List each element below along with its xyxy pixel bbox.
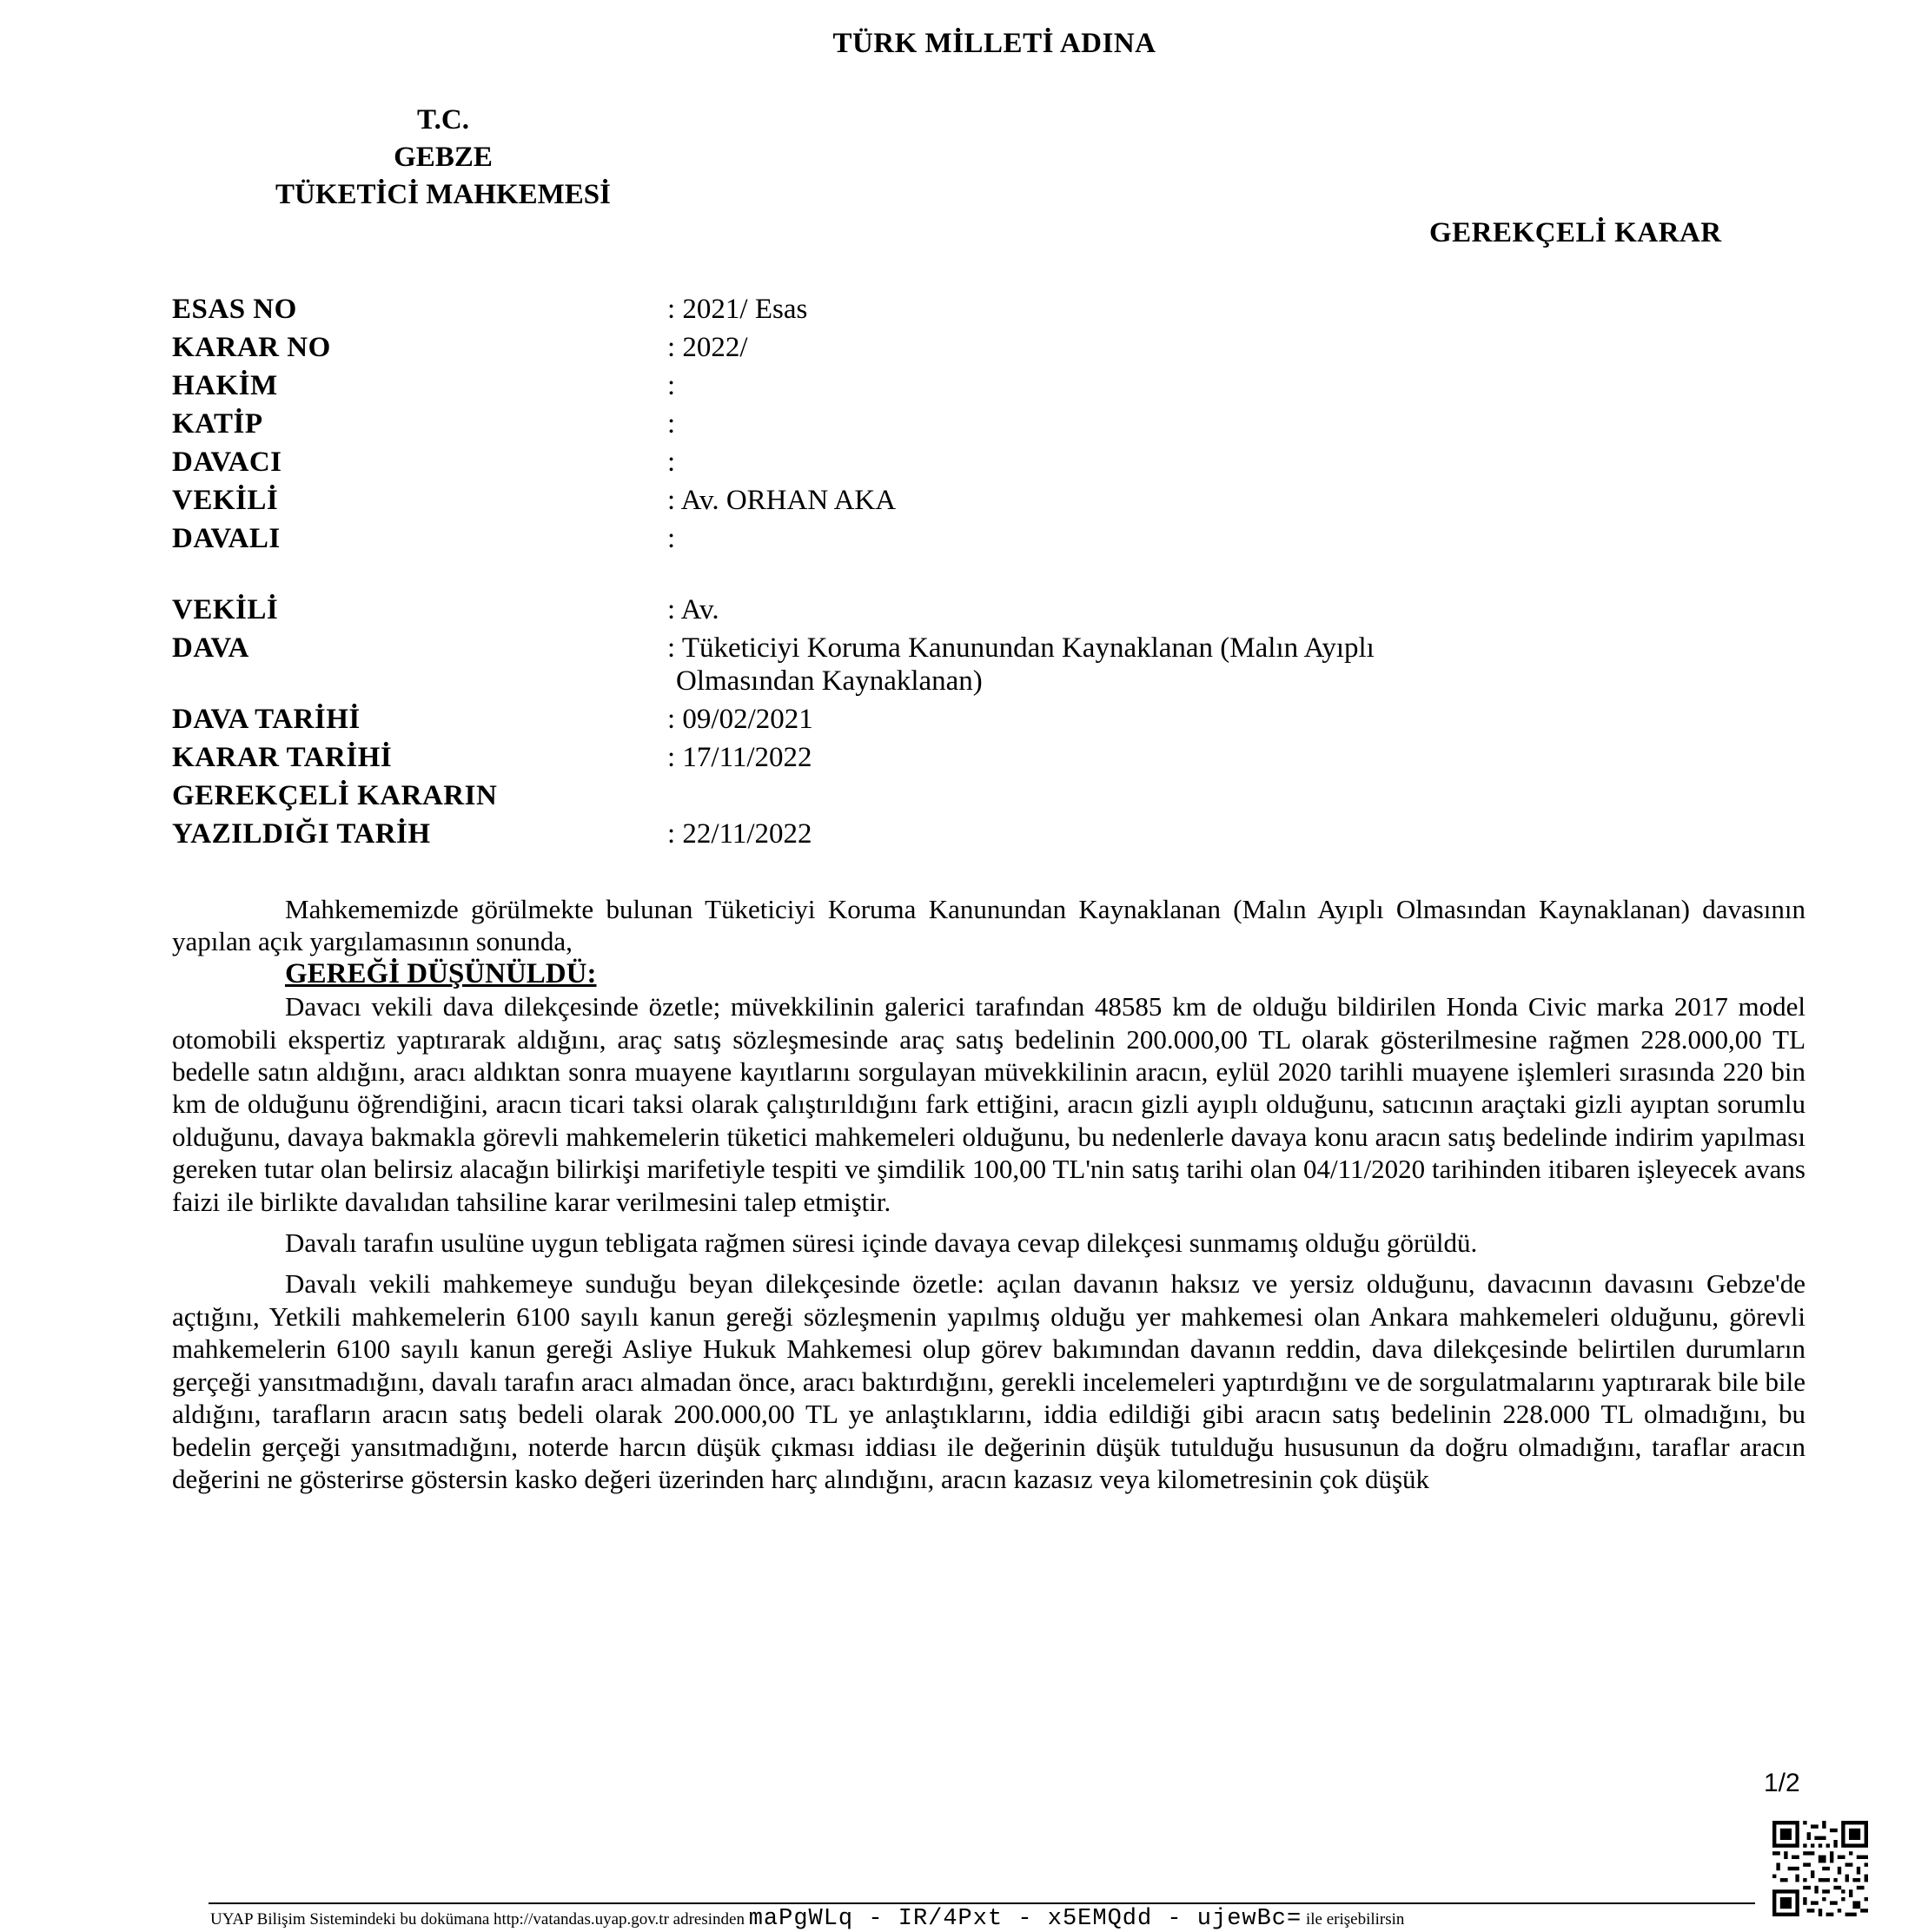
field-gerekceli-label-line1: GEREKÇELİ KARARIN xyxy=(172,780,498,811)
footer-suffix: ile erişebilirsin xyxy=(1305,1910,1405,1929)
field-davaci-vekili-value: : Av. ORHAN AKA xyxy=(667,485,897,516)
field-dava-value-continued: Olmasından Kaynaklanan) xyxy=(676,665,983,697)
field-dava-value: : Tüketiciyi Koruma Kanunundan Kaynaklanan (Malın Ayıplı xyxy=(667,632,1375,664)
defendant-no-response-paragraph: Davalı tarafın usulüne uygun tebligata rağmen süresi içinde davaya cevap dilekçesi sunmamış olduğu görüldü. xyxy=(285,1227,1478,1259)
page-number: 1/2 xyxy=(1764,1769,1800,1797)
field-davali-vekili-value: : Av. xyxy=(667,594,719,625)
footer-uyap-notice xyxy=(210,1906,1404,1932)
field-dava-tarihi-value: : 09/02/2021 xyxy=(667,704,813,735)
field-katip-label: KATİP xyxy=(172,408,263,440)
document-top-title: TÜRK MİLLETİ ADINA xyxy=(832,28,1156,59)
footer-prefix: UYAP Bilişim Sistemindeki bu dokümana http://vatandas.uyap.gov.tr adresinden xyxy=(210,1910,745,1929)
field-gerekceli-label-line2: YAZILDIĞI TARİH xyxy=(172,818,431,850)
field-karar-tarihi-value: : 17/11/2022 xyxy=(667,742,812,773)
field-dava-tarihi-label: DAVA TARİHİ xyxy=(172,704,361,735)
footer-access-code: maPgWLq - IR/4Pxt - x5EMQdd - ujewBc= xyxy=(748,1906,1302,1932)
field-katip-value: : xyxy=(667,408,676,440)
field-davali-vekili-label: VEKİLİ xyxy=(172,594,279,625)
field-hakim-value: : xyxy=(667,370,676,401)
field-esas-no-value: : 2021/ Esas xyxy=(667,294,808,325)
defendant-statement-paragraph: Davalı vekili mahkemeye sunduğu beyan dilekçesinde özetle: açılan davanın haksız ve yersiz olduğunu, davacının davasını Gebze'de açtığını, Yetkili mahkemelerin 6100 sayılı kanun gereği sözleşmenin yapılmış olduğu yer mahkemesi olan Ankara mahkemeleri olduğunu, görevli mahkemelerin 6100 sayılı kanun gereği Asliye Hukuk Mahkemesi olup görev bakımından davanın reddin, dava dilekçesinde belirtilen durumların gerçeği yansıtmadığını, davalı tarafın aracı almadan önce, aracı baktırdığını, gerekli incelemeleri yaptırdığını ve de sorgulatmalarını yaptırarak bile bile aldığını, tarafların aracın satış bedeli olarak 200.000,00 TL ye anlaştıklarını, iddia edildiği gibi aracın satış bedelinin 228.000 TL olmadığını, bu bedelin gerçeği yansıtmadığını, noterde harcın düşük çıkması iddiası ile değerinin düşük tutulduğu hususunun da doğru olmadığını, taraflar aracın değerini ne gösterirse göstersin kasko değeri üzerinden harç alındığını, aracın kazasız veya kilometresinin çok düşük xyxy=(172,1268,1805,1494)
intro-paragraph: Mahkememizde görülmekte bulunan Tüketiciyi Koruma Kanunundan Kaynaklanan (Malın Ayıplı Olmasından Kaynaklanan) davasının yapılan açık yargılamasının sonunda, xyxy=(172,894,1805,957)
field-gerekceli-value: : 22/11/2022 xyxy=(667,818,812,850)
court-line-tc: T.C. xyxy=(417,104,469,136)
field-hakim-label: HAKİM xyxy=(172,370,278,401)
field-davaci-label: DAVACI xyxy=(172,447,282,478)
field-davaci-vekili-label: VEKİLİ xyxy=(172,485,279,516)
plaintiff-claim-paragraph: Davacı vekili dava dilekçesinde özetle; müvekkilinin galerici tarafından 48585 km de olduğu bildirilen Honda Civic marka 2017 model otomobili ekspertiz yaptırarak aldığını, araç satış sözleşmesinde araç satış bedelinin 200.000,00 TL olarak gösterilmesine rağmen 228.000,00 TL bedelle satın aldığını, aracı aldıktan sonra muayene kayıtlarını sorgulayan müvekkilinin aracın, eylül 2020 tarihli muayene işlemleri sırasında 220 bin km de olduğunu öğrendiğini, aracın ticari taksi olarak çalıştırıldığını fark ettiğini, aracın gizli ayıplı olduğunu, satıcının araçtaki gizli ayıptan sorumlu olduğunu, davaya bakmakla görevli mahkemelerin tüketici mahkemeleri olduğunu, bu nedenlerle davaya konu aracın satış bedelinde indirim yapılması gereken tutar olan belirsiz alacağın bilirkişi marifetiyle tespiti ve şimdilik 100,00 TL'nin satış tarihi olan 04/11/2020 tarihinden itibaren işleyecek avans faizi ile birlikte davalıdan tahsiline karar verilmesini talep etmiştir. xyxy=(172,991,1805,1217)
field-esas-no-label: ESAS NO xyxy=(172,294,297,325)
field-karar-no-label: KARAR NO xyxy=(172,332,331,363)
field-davaci-value: : xyxy=(667,447,676,478)
field-davali-label: DAVALI xyxy=(172,523,281,554)
court-line-city: GEBZE xyxy=(394,142,493,173)
document-type: GEREKÇELİ KARAR xyxy=(1429,217,1722,248)
field-karar-no-value: : 2022/ xyxy=(667,332,748,363)
decision-body xyxy=(172,893,1805,1495)
footer-divider xyxy=(209,1902,1755,1904)
court-line-name: TÜKETİCİ MAHKEMESİ xyxy=(275,179,611,210)
field-davali-value: : xyxy=(667,523,676,554)
section-title: GEREĞİ DÜŞÜNÜLDÜ: xyxy=(285,957,597,989)
field-karar-tarihi-label: KARAR TARİHİ xyxy=(172,742,393,773)
field-dava-label: DAVA xyxy=(172,632,249,664)
qr-code-icon xyxy=(1772,1821,1868,1916)
